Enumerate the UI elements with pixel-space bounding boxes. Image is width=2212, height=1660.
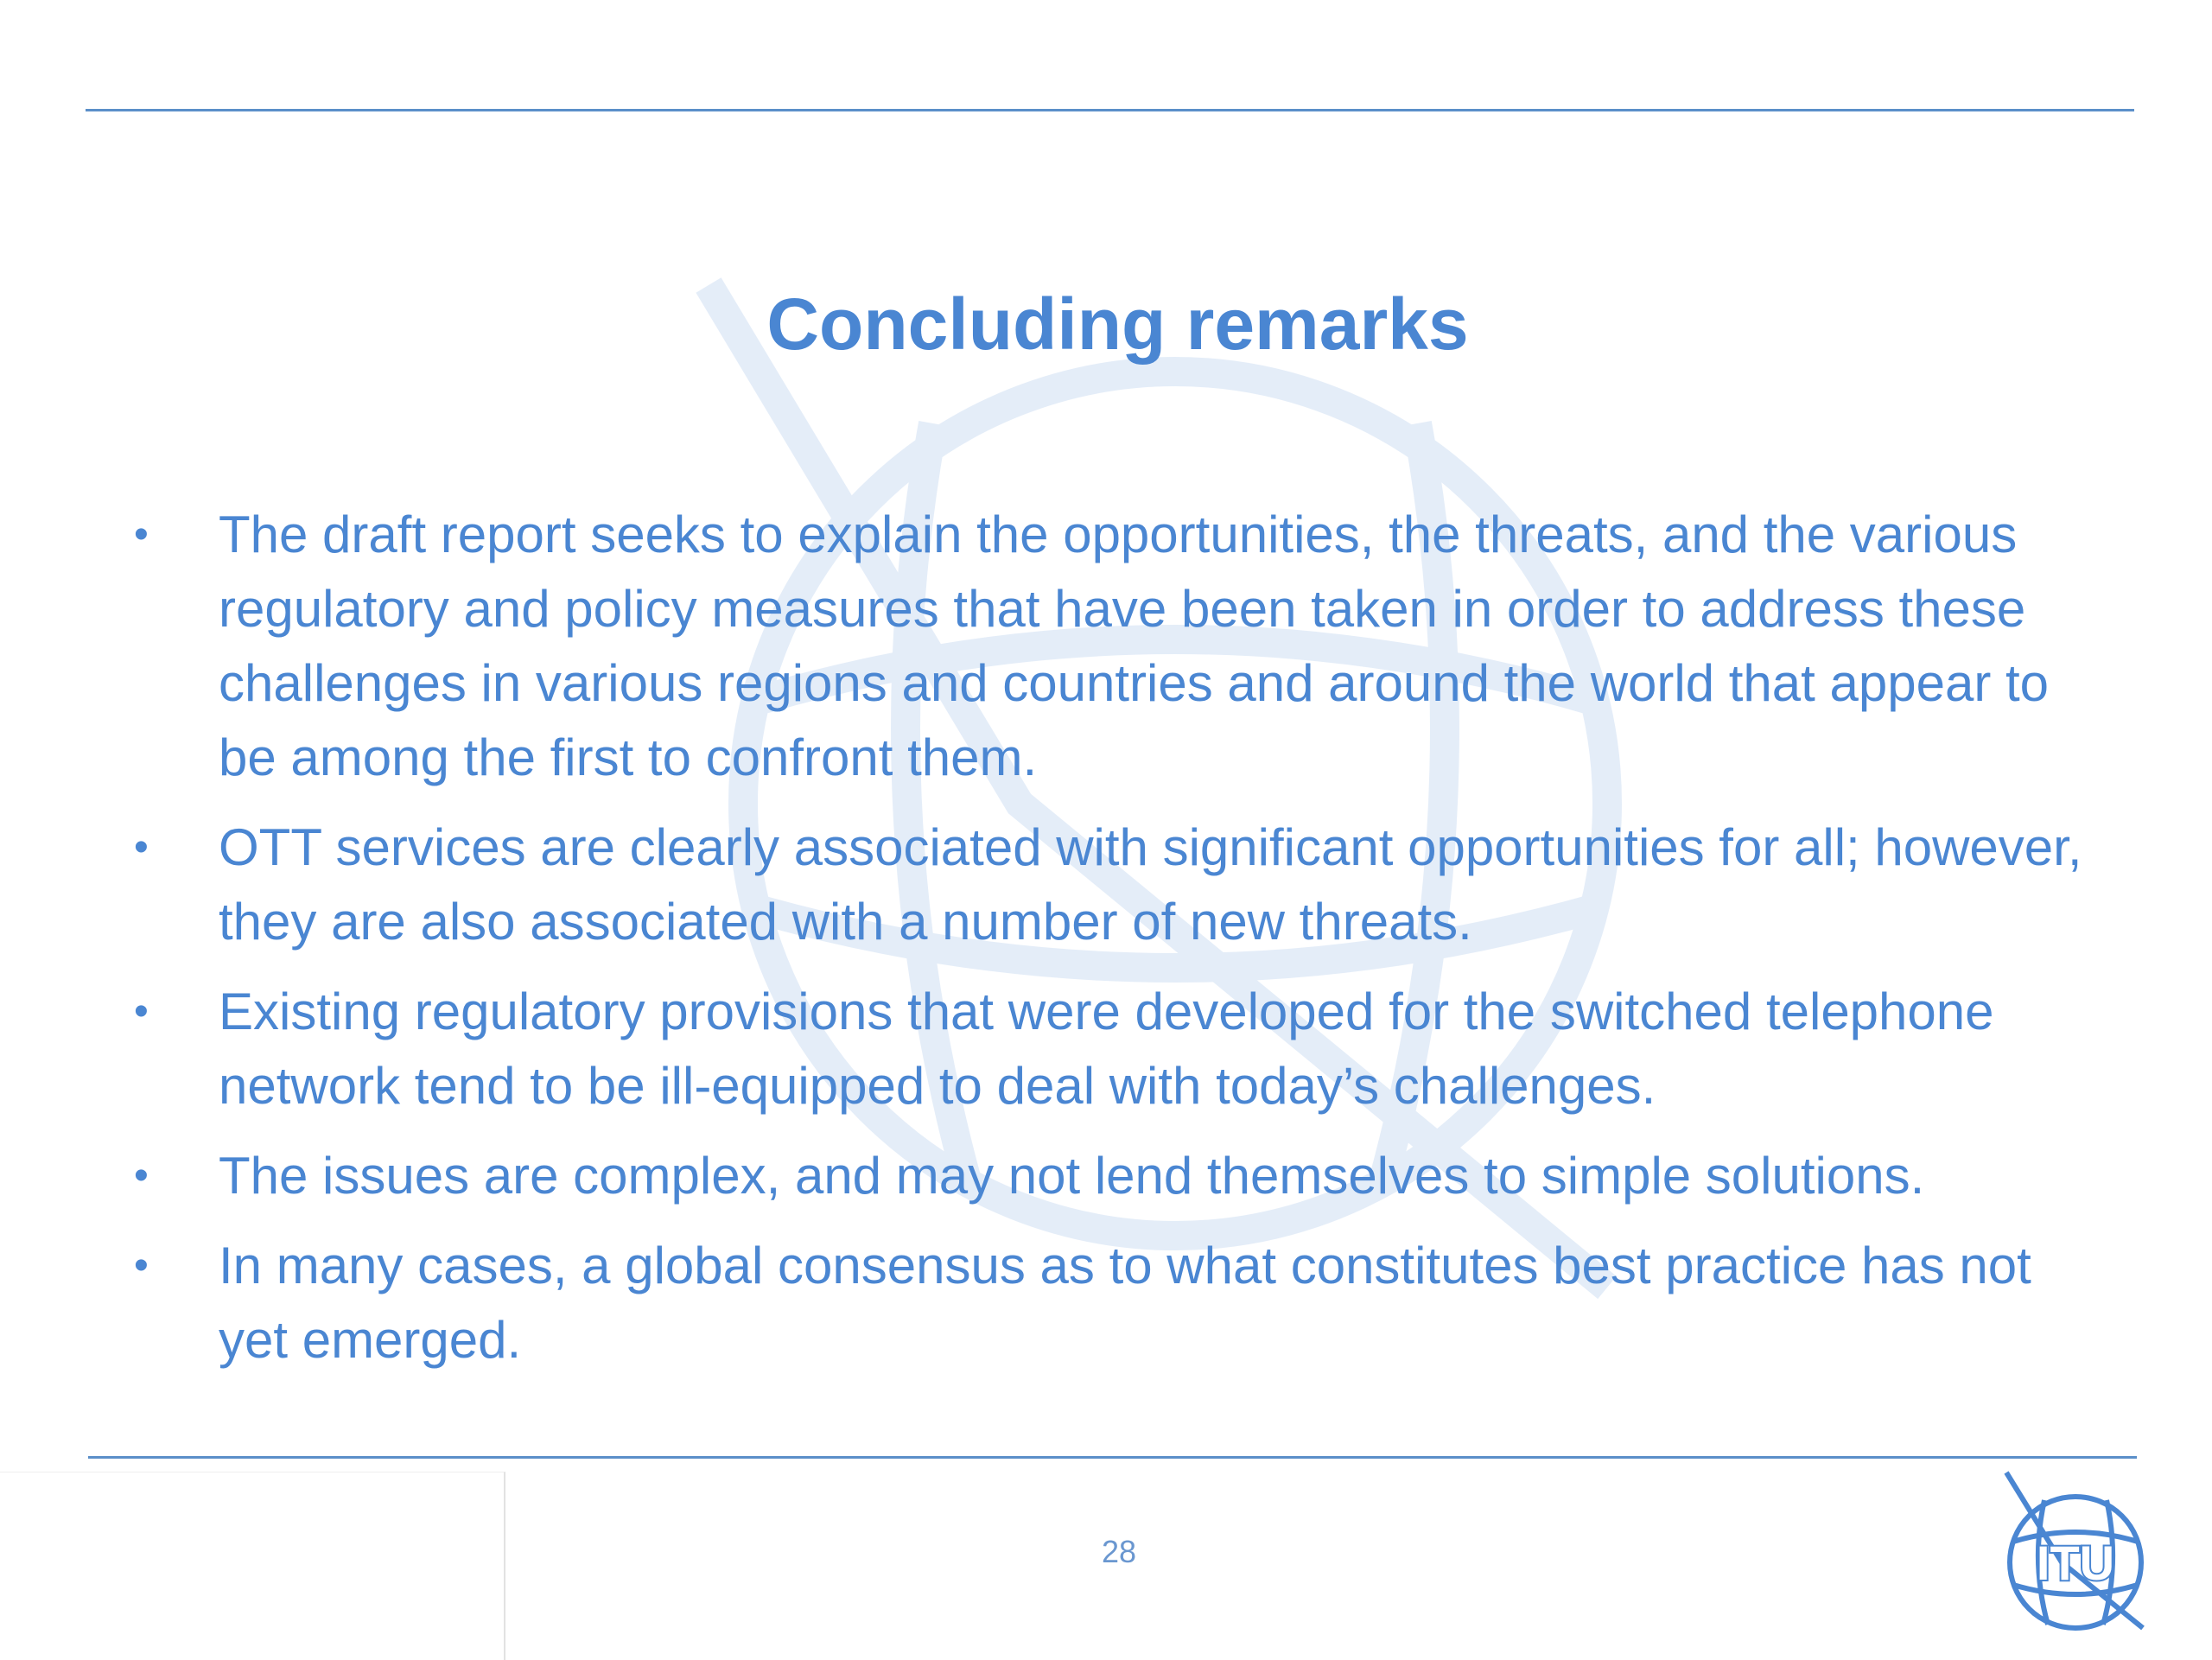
svg-text:ITU: ITU — [2036, 1536, 2115, 1590]
bullet-item — [125, 811, 2113, 959]
bullet-dot: • — [134, 512, 149, 557]
itu-logo-icon — [1996, 1469, 2152, 1642]
footer-blank-panel — [0, 1472, 505, 1660]
page-number: 28 — [1101, 1534, 1137, 1569]
bullet-dot: • — [134, 824, 149, 870]
bullet-dot: • — [134, 1153, 149, 1199]
bullet-text: OTT services are clearly associated with significant opportunities for all; however, they are also associated with a number of new threats. — [219, 818, 2082, 951]
bullet-item — [125, 1139, 2113, 1213]
bullet-item — [125, 498, 2113, 795]
slide-title: Concluding remarks — [766, 283, 1469, 365]
top-divider — [86, 109, 2134, 111]
bullet-item — [125, 1229, 2113, 1377]
bullet-text: Existing regulatory provisions that were developed for the switched telephone network tend to be ill-equipped to deal with today’s challenges. — [219, 983, 1994, 1115]
bullet-text: The draft report seeks to explain the opportunities, the threats, and the various regulatory and policy measures that have been taken in order to address these challenges in various regions and countries and around the world that appear to be among the first to confront them. — [219, 506, 2050, 786]
bullet-list — [125, 498, 2113, 1393]
bullet-item — [125, 975, 2113, 1123]
bottom-divider — [88, 1456, 2137, 1459]
bullet-dot: • — [134, 1243, 149, 1288]
bullet-text: The issues are complex, and may not lend themselves to simple solutions. — [219, 1147, 1925, 1205]
bullet-text: In many cases, a global consensus as to what constitutes best practice has not yet emerged. — [219, 1237, 2031, 1369]
bullet-dot: • — [134, 989, 149, 1034]
